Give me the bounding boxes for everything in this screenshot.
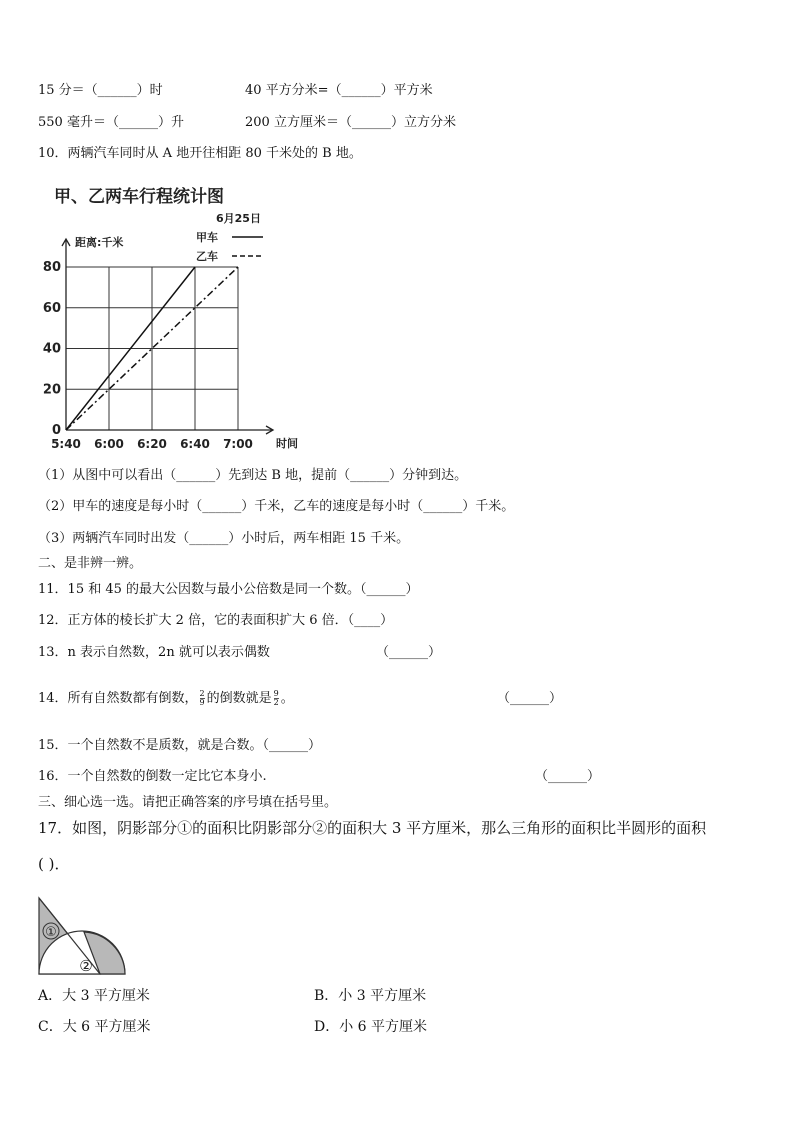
y-tick-label-80: 80	[42, 260, 61, 275]
q14-text-a: 14．所有自然数都有倒数，	[38, 691, 198, 706]
chart-y-axis-label: 距离:千米	[75, 236, 124, 249]
q14-text-c: 。	[280, 691, 294, 706]
q13-text: 13．n 表示自然数，2n 就可以表示偶数	[38, 645, 270, 660]
q14-frac2-num: 9	[273, 689, 279, 698]
fill-row1-right: 40 平方分米=（______）平方米	[245, 83, 433, 98]
option-c-text: 大 6 平方厘米	[62, 1019, 151, 1035]
fig-label-1: ①	[45, 925, 57, 940]
q14-blank: （______）	[497, 691, 563, 706]
chart-subtitle: 6月25日	[216, 212, 261, 225]
legend-label-1: 乙车	[196, 250, 218, 263]
q14-frac1-num: 2	[199, 689, 205, 698]
q14-fraction-1	[200, 690, 205, 707]
q12-text: 12．正方体的棱长扩大 2 倍，它的表面积扩大 6 倍．（____）	[38, 613, 394, 628]
x-tick-label-0: 5:40	[51, 437, 81, 451]
option-a-text: 大 3 平方厘米	[62, 988, 150, 1004]
q17-option-c[interactable]	[38, 1018, 151, 1036]
y-tick-label-0: 0	[51, 423, 61, 438]
option-a-letter: A．	[38, 988, 63, 1004]
q10-sub2: （2）甲车的速度是每小时（______）千米，乙车的速度是每小时（______）千米。	[38, 499, 515, 514]
chart-axes	[62, 239, 273, 434]
q17-line2: ( )．	[38, 855, 70, 873]
q10-sub1: （1）从图中可以看出（______）先到达 B 地，提前（______）分钟到达。	[38, 468, 468, 483]
legend-label-0: 甲车	[196, 231, 218, 244]
y-tick-label-60: 60	[42, 300, 61, 316]
y-tick-label-20: 20	[42, 382, 61, 398]
fill-row1-left: 15 分＝（______）时	[38, 83, 163, 98]
q17-option-d[interactable]	[314, 1018, 427, 1036]
q14-frac2-den: 2	[273, 698, 279, 707]
q17-figure	[36, 896, 130, 980]
fig-label-2: ②	[79, 957, 93, 975]
q11-text: 11．15 和 45 的最大公因数与最小公倍数是同一个数。（______）	[38, 582, 419, 597]
x-tick-label-2: 6:20	[137, 437, 167, 451]
section2-heading: 二、是非辨一辨。	[38, 556, 143, 571]
option-c-letter: C．	[38, 1019, 63, 1035]
x-tick-label-3: 6:40	[180, 437, 210, 451]
y-tick-label-40: 40	[42, 341, 61, 357]
q16-blank: （______）	[535, 769, 601, 784]
q17-option-a[interactable]	[38, 987, 150, 1005]
q16-text: 16．一个自然数的倒数一定比它本身小.	[38, 769, 267, 784]
q13-blank: （______）	[376, 645, 442, 660]
option-d-text: 小 6 平方厘米	[339, 1019, 428, 1035]
q14-fraction-2	[274, 690, 279, 707]
q15-text: 15．一个自然数不是质数，就是合数。（______）	[38, 738, 322, 753]
option-d-letter: D．	[314, 1019, 340, 1035]
option-b-letter: B．	[314, 988, 339, 1004]
x-tick-label-1: 6:00	[94, 437, 124, 451]
q10-sub3: （3）两辆汽车同时出发（______）小时后，两车相距 15 千米。	[38, 531, 410, 546]
fill-row2-left: 550 毫升＝（______）升	[38, 115, 184, 130]
chart-title: 甲、乙两车行程统计图	[54, 187, 224, 207]
travel-chart	[44, 180, 344, 452]
q14-frac1-den: 9	[199, 698, 205, 707]
chart-legend	[196, 230, 263, 263]
q14-text-b: 的倒数就是	[206, 691, 272, 706]
q10-stem: 10．两辆汽车同时从 A 地开往相距 80 千米处的 B 地。	[38, 146, 362, 161]
q17-option-b[interactable]	[314, 987, 426, 1005]
option-b-text: 小 3 平方厘米	[338, 988, 427, 1004]
fill-row2-right: 200 立方厘米＝（______）立方分米	[245, 115, 456, 130]
x-tick-label-4: 7:00	[223, 437, 253, 451]
q17-line1: 17．如图，阴影部分①的面积比阴影部分②的面积大 3 平方厘米，那么三角形的面积比半圆形的面积	[38, 819, 707, 837]
section3-heading: 三、细心选一选。请把正确答案的序号填在括号里。	[38, 795, 338, 810]
q14-line	[38, 690, 294, 708]
chart-x-axis-label: 时间	[276, 437, 298, 450]
